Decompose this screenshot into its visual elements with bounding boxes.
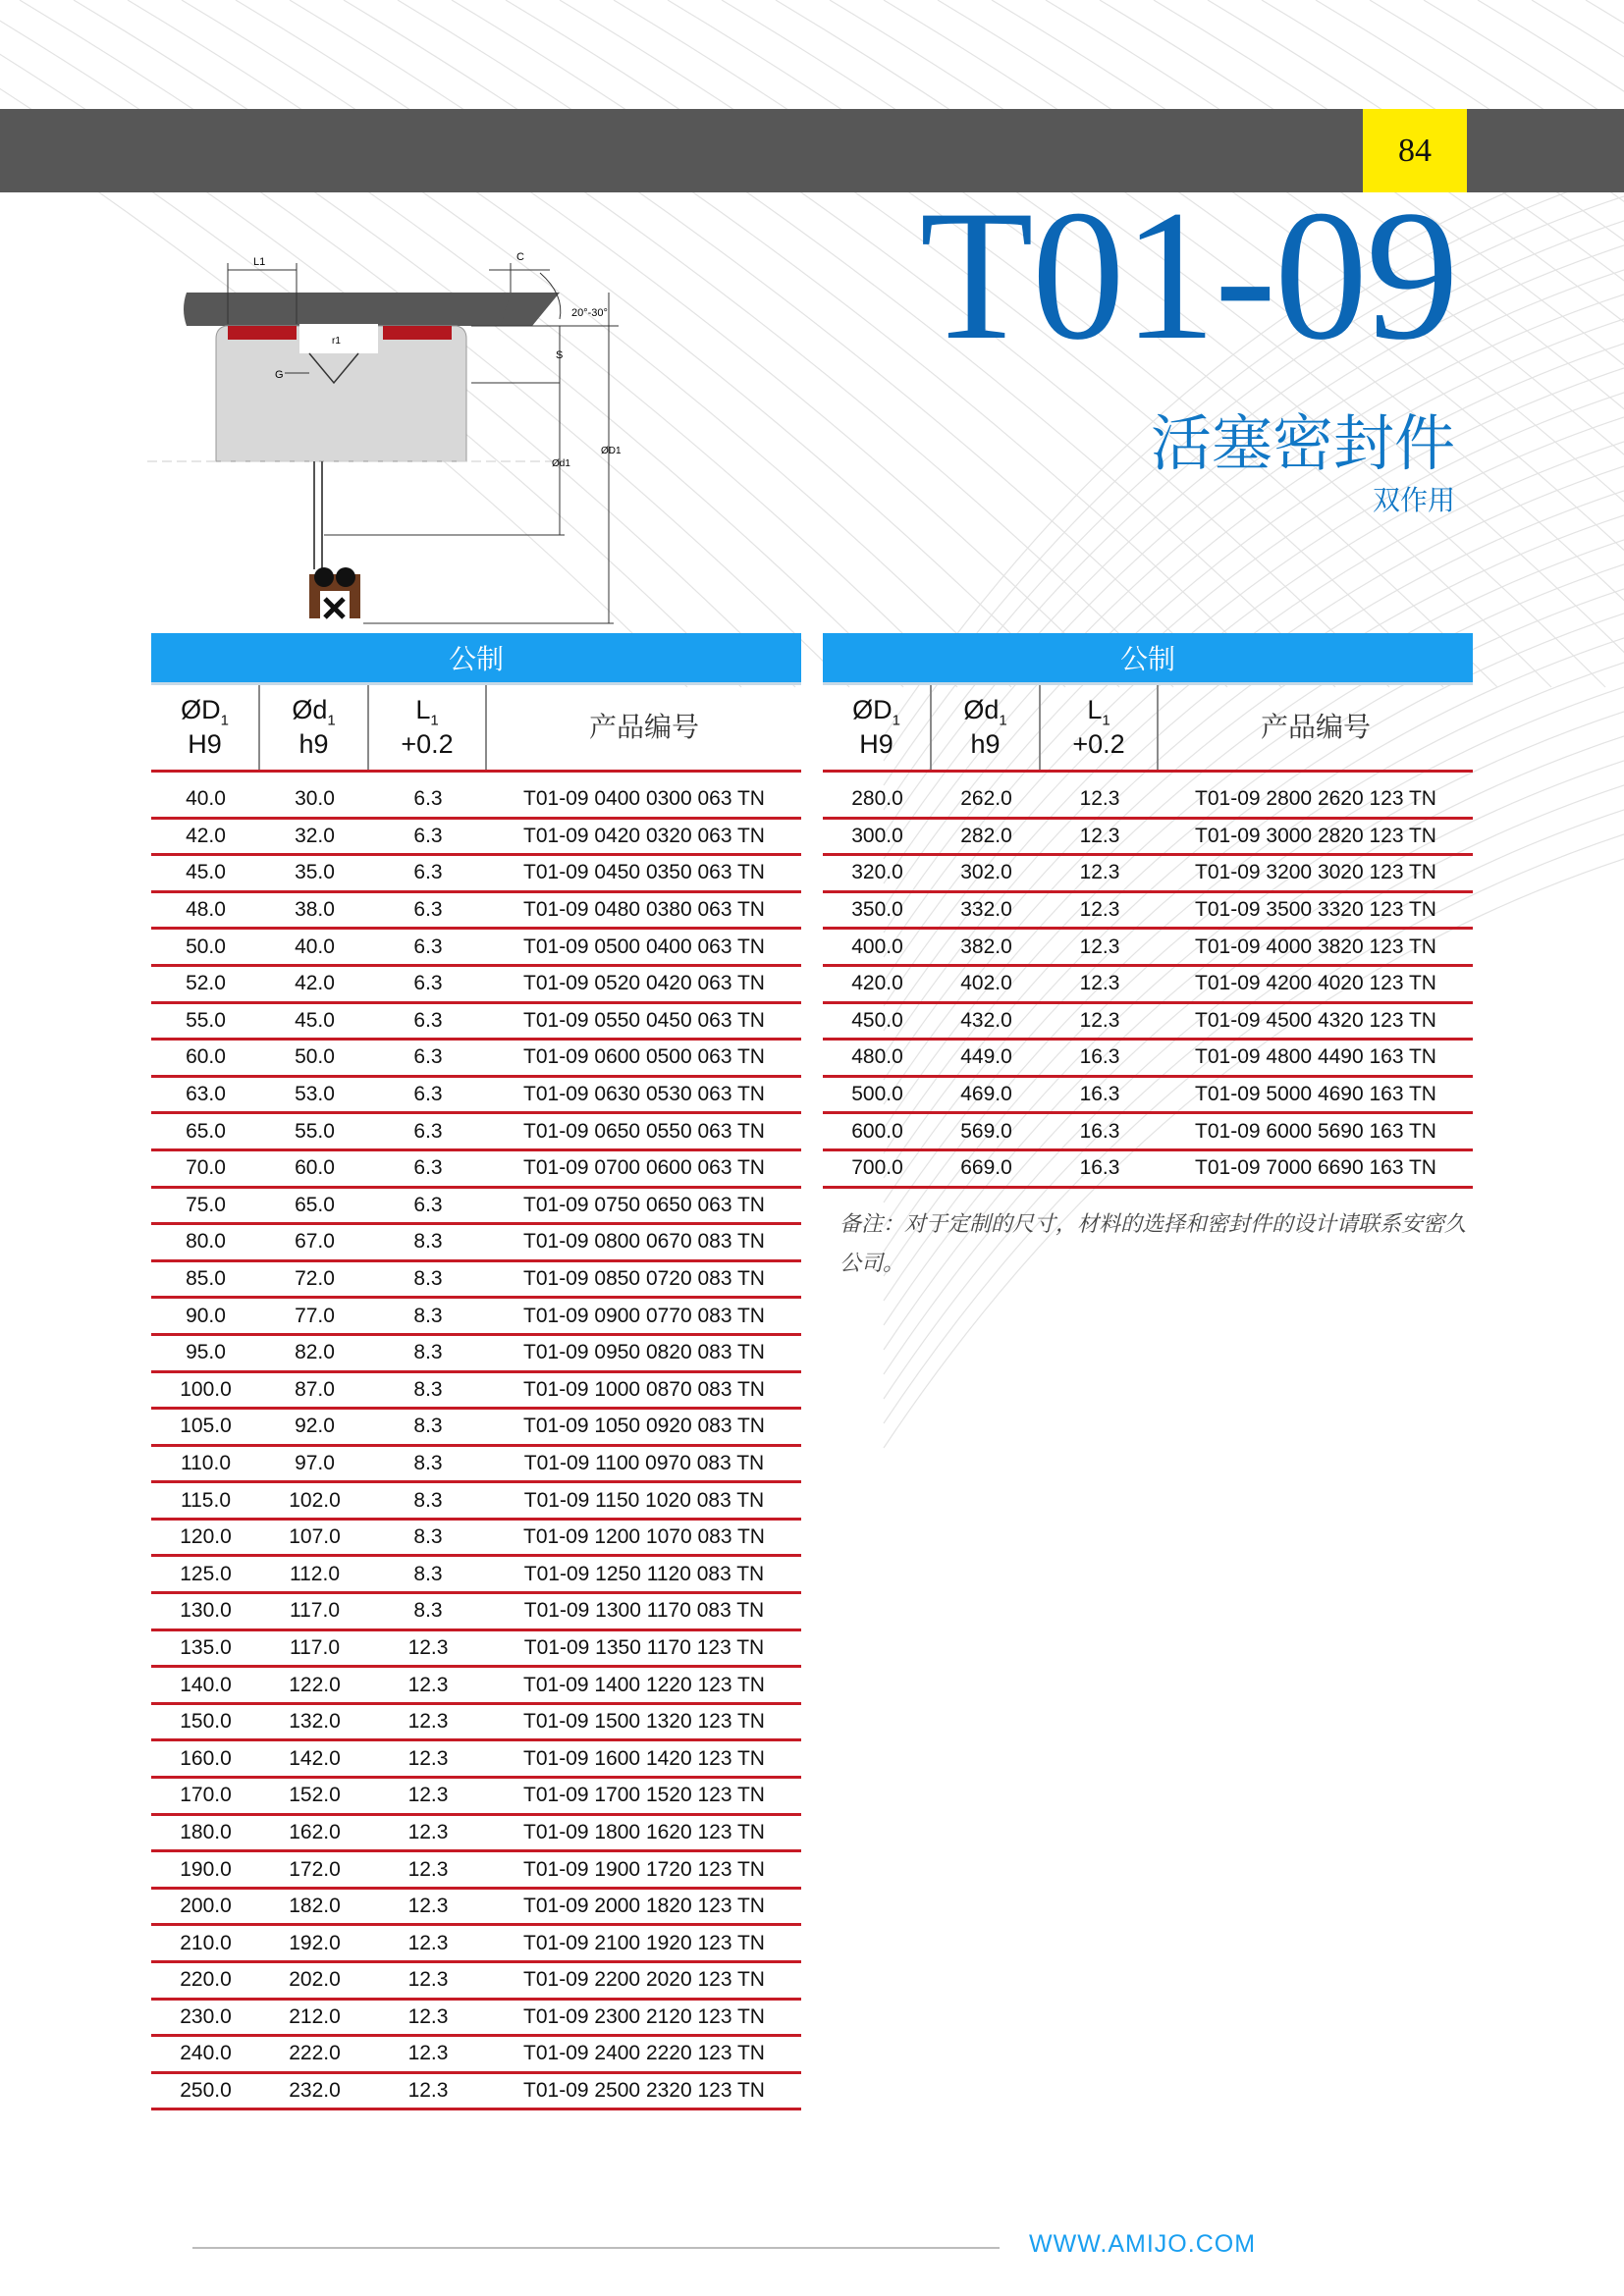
table-row (823, 1041, 1473, 1078)
cell-D1: 500.0 (851, 1083, 903, 1106)
cell-L1: 12.3 (1079, 898, 1120, 922)
cell-D1: 50.0 (186, 934, 226, 958)
table-row (151, 1521, 801, 1558)
cell-L1: 8.3 (413, 1599, 443, 1623)
cell-D1: 75.0 (186, 1193, 226, 1216)
cell-product-code: T01-09 1350 1170 123 TN (523, 1635, 765, 1659)
cell-d1: 67.0 (295, 1230, 335, 1254)
cell-d1: 38.0 (295, 898, 335, 922)
cell-product-code: T01-09 1600 1420 123 TN (523, 1746, 765, 1770)
label-r1: r1 (332, 336, 341, 347)
cell-L1: 12.3 (407, 2004, 449, 2028)
table-band-title: 公制 (151, 633, 801, 685)
table-row (151, 1852, 801, 1890)
cell-D1: 105.0 (180, 1415, 232, 1438)
cell-D1: 52.0 (186, 972, 226, 995)
cell-D1: 65.0 (186, 1119, 226, 1143)
cell-d1: 432.0 (960, 1008, 1012, 1032)
cell-d1: 87.0 (295, 1377, 335, 1401)
cell-product-code: T01-09 7000 6690 163 TN (1195, 1156, 1436, 1180)
cell-D1: 450.0 (851, 1008, 903, 1032)
cell-D1: 135.0 (180, 1635, 232, 1659)
cell-D1: 200.0 (180, 1895, 232, 1918)
cell-L1: 16.3 (1079, 1119, 1120, 1143)
table-header (823, 685, 1473, 773)
cell-L1: 6.3 (413, 824, 443, 847)
label-D1: ØD1 (601, 446, 622, 456)
table-row (151, 1004, 801, 1041)
cell-d1: 107.0 (289, 1525, 341, 1549)
cell-L1: 12.3 (1079, 972, 1120, 995)
cell-L1: 16.3 (1079, 1083, 1120, 1106)
cell-d1: 282.0 (960, 824, 1012, 847)
cell-D1: 350.0 (851, 898, 903, 922)
cell-D1: 190.0 (180, 1857, 232, 1881)
table-row (823, 1151, 1473, 1189)
cell-product-code: T01-09 0650 0550 063 TN (523, 1119, 765, 1143)
cell-d1: 30.0 (295, 787, 335, 811)
metric-table-left (151, 633, 801, 2110)
cell-d1: 77.0 (295, 1304, 335, 1327)
cell-product-code: T01-09 1500 1320 123 TN (523, 1710, 765, 1734)
cell-d1: 117.0 (290, 1635, 340, 1659)
cell-product-code: T01-09 0450 0350 063 TN (523, 861, 765, 884)
cell-product-code: T01-09 6000 5690 163 TN (1195, 1119, 1436, 1143)
table-row (151, 967, 801, 1004)
cell-d1: 449.0 (960, 1045, 1012, 1069)
cell-product-code: T01-09 4200 4020 123 TN (1195, 972, 1436, 995)
cell-d1: 172.0 (289, 1857, 341, 1881)
cell-D1: 80.0 (186, 1230, 226, 1254)
table-row (151, 2001, 801, 2038)
cell-product-code: T01-09 1250 1120 083 TN (523, 1562, 765, 1585)
table-row (823, 930, 1473, 967)
page-number: 84 (1363, 109, 1467, 192)
cell-product-code: T01-09 0950 0820 083 TN (523, 1341, 765, 1364)
cell-product-code: T01-09 3000 2820 123 TN (1195, 824, 1436, 847)
cell-L1: 8.3 (413, 1451, 443, 1474)
cell-D1: 220.0 (180, 1968, 232, 1992)
table-row (151, 1114, 801, 1151)
table-body (151, 782, 801, 2110)
cell-product-code: T01-09 2400 2220 123 TN (523, 2042, 765, 2065)
cell-product-code: T01-09 2800 2620 123 TN (1195, 787, 1436, 811)
cell-L1: 12.3 (1079, 934, 1120, 958)
cell-L1: 6.3 (413, 1156, 443, 1180)
cell-product-code: T01-09 4800 4490 163 TN (1195, 1045, 1436, 1069)
table-row (151, 1668, 801, 1705)
table-row (151, 1041, 801, 1078)
cell-product-code: T01-09 0520 0420 063 TN (523, 972, 765, 995)
table-row (823, 967, 1473, 1004)
cell-L1: 6.3 (413, 972, 443, 995)
cell-L1: 12.3 (1079, 1008, 1120, 1032)
cell-product-code: T01-09 0700 0600 063 TN (523, 1156, 765, 1180)
cell-L1: 8.3 (413, 1377, 443, 1401)
table-row (151, 2074, 801, 2111)
cell-D1: 45.0 (186, 861, 226, 884)
footer-website-link[interactable]: WWW.AMIJO.COM (1029, 2230, 1257, 2258)
cell-L1: 12.3 (407, 1784, 449, 1807)
cell-L1: 8.3 (413, 1415, 443, 1438)
cell-D1: 115.0 (181, 1488, 231, 1512)
cell-product-code: T01-09 0600 0500 063 TN (523, 1045, 765, 1069)
cell-L1: 12.3 (407, 1673, 449, 1696)
cell-d1: 469.0 (960, 1083, 1012, 1106)
product-title: T01-09 (919, 173, 1457, 379)
cell-product-code: T01-09 1400 1220 123 TN (523, 1673, 765, 1696)
header-product-code: 产品编号 (1260, 710, 1371, 743)
cell-d1: 82.0 (295, 1341, 335, 1364)
cell-d1: 92.0 (295, 1415, 335, 1438)
cell-d1: 53.0 (295, 1083, 335, 1106)
table-row (151, 1262, 801, 1300)
cell-D1: 250.0 (180, 2079, 232, 2103)
cell-d1: 192.0 (289, 1931, 341, 1954)
cell-L1: 8.3 (413, 1525, 443, 1549)
cell-D1: 420.0 (851, 972, 903, 995)
cell-product-code: T01-09 0550 0450 063 TN (523, 1008, 765, 1032)
cell-L1: 8.3 (413, 1304, 443, 1327)
cell-D1: 210.0 (180, 1931, 232, 1954)
table-row (151, 1926, 801, 1963)
metric-table-right (823, 633, 1473, 1189)
cell-L1: 12.3 (407, 1895, 449, 1918)
header-D1: $ØD_1$ H9 (151, 685, 260, 770)
cell-product-code: T01-09 1050 0920 083 TN (523, 1415, 765, 1438)
cell-product-code: T01-09 4500 4320 123 TN (1195, 1008, 1436, 1032)
cell-D1: 100.0 (180, 1377, 232, 1401)
cell-product-code: T01-09 2000 1820 123 TN (523, 1895, 765, 1918)
cell-D1: 140.0 (180, 1673, 232, 1696)
cell-d1: 212.0 (289, 2004, 341, 2028)
cell-D1: 230.0 (180, 2004, 232, 2028)
table-row (151, 1816, 801, 1853)
table-row (151, 1189, 801, 1226)
cell-D1: 70.0 (186, 1156, 226, 1180)
header-d1: $Ød_1$ h9 (260, 685, 369, 770)
cell-L1: 12.3 (407, 1931, 449, 1954)
table-row (151, 1631, 801, 1669)
cell-d1: 60.0 (295, 1156, 335, 1180)
cell-D1: 48.0 (186, 898, 226, 922)
cell-D1: 130.0 (180, 1599, 232, 1623)
cell-d1: 112.0 (290, 1562, 340, 1585)
cell-L1: 12.3 (1079, 861, 1120, 884)
cell-L1: 8.3 (413, 1562, 443, 1585)
cell-product-code: T01-09 0630 0530 063 TN (523, 1083, 765, 1106)
cell-product-code: T01-09 0400 0300 063 TN (523, 787, 765, 811)
table-row (151, 1336, 801, 1373)
cell-L1: 16.3 (1079, 1045, 1120, 1069)
cell-d1: 65.0 (295, 1193, 335, 1216)
table-row (151, 1594, 801, 1631)
cell-product-code: T01-09 0750 0650 063 TN (523, 1193, 765, 1216)
cell-D1: 42.0 (186, 824, 226, 847)
cell-L1: 12.3 (1079, 824, 1120, 847)
cell-L1: 6.3 (413, 898, 443, 922)
cell-d1: 42.0 (295, 972, 335, 995)
cell-d1: 669.0 (960, 1156, 1012, 1180)
cell-product-code: T01-09 1150 1020 083 TN (523, 1488, 765, 1512)
cell-d1: 569.0 (960, 1119, 1012, 1143)
cell-L1: 12.3 (407, 1968, 449, 1992)
cell-D1: 170.0 (180, 1784, 232, 1807)
table-row (151, 930, 801, 967)
cell-product-code: T01-09 1900 1720 123 TN (523, 1857, 765, 1881)
cell-d1: 232.0 (289, 2079, 341, 2103)
header-L1: $L_1$ +0.2 (369, 685, 487, 770)
table-row (823, 1078, 1473, 1115)
label-g: G (275, 369, 284, 381)
cell-product-code: T01-09 2300 2120 123 TN (523, 2004, 765, 2028)
table-row (151, 2037, 801, 2074)
table-row (823, 1114, 1473, 1151)
cell-D1: 180.0 (180, 1820, 232, 1843)
cell-product-code: T01-09 0850 0720 083 TN (523, 1267, 765, 1291)
table-row (823, 893, 1473, 931)
cell-product-code: T01-09 1300 1170 083 TN (523, 1599, 765, 1623)
table-row (151, 1741, 801, 1779)
cell-L1: 12.3 (407, 2042, 449, 2065)
cell-D1: 160.0 (180, 1746, 232, 1770)
cell-L1: 12.3 (407, 1857, 449, 1881)
table-row (151, 1890, 801, 1927)
seal-left (228, 326, 297, 340)
cell-product-code: T01-09 2200 2020 123 TN (523, 1968, 765, 1992)
cylinder-chamfer (501, 293, 560, 326)
label-d1: Ød1 (552, 458, 570, 469)
cell-D1: 600.0 (851, 1119, 903, 1143)
cell-L1: 12.3 (1079, 787, 1120, 811)
cell-D1: 240.0 (180, 2042, 232, 2065)
table-row (151, 1299, 801, 1336)
cell-product-code: T01-09 5000 4690 163 TN (1195, 1083, 1436, 1106)
cell-product-code: T01-09 0900 0770 083 TN (523, 1304, 765, 1327)
table-body (823, 782, 1473, 1189)
cell-D1: 125.0 (180, 1562, 232, 1585)
cell-L1: 6.3 (413, 934, 443, 958)
cell-product-code: T01-09 0480 0380 063 TN (523, 898, 765, 922)
cell-product-code: T01-09 0500 0400 063 TN (523, 934, 765, 958)
cell-D1: 400.0 (851, 934, 903, 958)
cell-d1: 97.0 (295, 1451, 335, 1474)
table-band-title: 公制 (823, 633, 1473, 685)
cell-D1: 150.0 (180, 1710, 232, 1734)
cell-product-code: T01-09 4000 3820 123 TN (1195, 934, 1436, 958)
customization-note: 备注：对于定制的尺寸，材料的选择和密封件的设计请联系安密久公司。 (839, 1212, 1467, 1276)
table-row (823, 856, 1473, 893)
table-row (151, 1705, 801, 1742)
label-s: S (556, 349, 564, 361)
cell-d1: 102.0 (289, 1488, 341, 1512)
table-row (151, 820, 801, 857)
cell-d1: 35.0 (295, 861, 335, 884)
label-angle: 20°-30° (571, 307, 608, 319)
cell-L1: 6.3 (413, 1083, 443, 1106)
cell-D1: 320.0 (851, 861, 903, 884)
cell-product-code: T01-09 3200 3020 123 TN (1195, 861, 1436, 884)
cell-d1: 117.0 (290, 1599, 340, 1623)
cell-D1: 120.0 (180, 1525, 232, 1549)
table-row (151, 1410, 801, 1447)
label-l1: L1 (253, 256, 266, 268)
cell-d1: 122.0 (289, 1673, 341, 1696)
cell-L1: 6.3 (413, 861, 443, 884)
cell-D1: 300.0 (851, 824, 903, 847)
cell-product-code: T01-09 0800 0670 083 TN (523, 1230, 765, 1254)
cell-L1: 6.3 (413, 1045, 443, 1069)
cell-L1: 6.3 (413, 1193, 443, 1216)
cell-d1: 332.0 (960, 898, 1012, 922)
cell-D1: 40.0 (186, 787, 226, 811)
cylinder-wall (184, 293, 532, 326)
product-subtitle: 活塞密封件 (1150, 407, 1455, 479)
label-c: C (516, 251, 524, 263)
table-row (823, 1004, 1473, 1041)
table-row (151, 1779, 801, 1816)
seal-right (383, 326, 452, 340)
cell-d1: 262.0 (960, 787, 1012, 811)
cell-d1: 142.0 (289, 1746, 341, 1770)
cell-D1: 700.0 (851, 1156, 903, 1180)
footer-rule (192, 2247, 1000, 2249)
cell-D1: 280.0 (851, 787, 903, 811)
header-D1: $ØD_1$ H9 (823, 685, 932, 770)
cell-d1: 40.0 (295, 934, 335, 958)
table-header (151, 685, 801, 773)
cell-L1: 8.3 (413, 1488, 443, 1512)
table-row (151, 1557, 801, 1594)
cell-D1: 110.0 (181, 1451, 231, 1474)
cell-L1: 12.3 (407, 1820, 449, 1843)
header-L1: $L_1$ +0.2 (1041, 685, 1159, 770)
cell-product-code: T01-09 2100 1920 123 TN (523, 1931, 765, 1954)
cell-D1: 55.0 (186, 1008, 226, 1032)
cell-L1: 16.3 (1079, 1156, 1120, 1180)
cell-d1: 202.0 (289, 1968, 341, 1992)
cell-product-code: T01-09 1200 1070 083 TN (523, 1525, 765, 1549)
header-d1: $Ød_1$ h9 (932, 685, 1041, 770)
cell-L1: 8.3 (413, 1341, 443, 1364)
cell-L1: 6.3 (413, 787, 443, 811)
cell-D1: 63.0 (186, 1083, 226, 1106)
cell-product-code: T01-09 1000 0870 083 TN (523, 1377, 765, 1401)
cell-d1: 302.0 (960, 861, 1012, 884)
cell-L1: 12.3 (407, 1635, 449, 1659)
cell-L1: 8.3 (413, 1230, 443, 1254)
table-row (823, 782, 1473, 820)
oring-right (336, 567, 355, 587)
table-row (151, 1373, 801, 1411)
table-row (151, 1151, 801, 1189)
seal-installation-diagram (147, 226, 658, 638)
table-row (151, 1483, 801, 1521)
cell-d1: 402.0 (960, 972, 1012, 995)
table-row (151, 1225, 801, 1262)
cell-d1: 382.0 (960, 934, 1012, 958)
cell-d1: 132.0 (289, 1710, 341, 1734)
cell-d1: 182.0 (289, 1895, 341, 1918)
cell-L1: 12.3 (407, 1746, 449, 1770)
cell-L1: 6.3 (413, 1119, 443, 1143)
cell-d1: 222.0 (289, 2042, 341, 2065)
header-product-code: 产品编号 (588, 710, 699, 743)
cell-L1: 12.3 (407, 2079, 449, 2103)
product-type: 双作用 (1372, 484, 1455, 516)
cell-d1: 45.0 (295, 1008, 335, 1032)
cell-D1: 95.0 (186, 1341, 226, 1364)
cell-product-code: T01-09 1800 1620 123 TN (523, 1820, 765, 1843)
cell-L1: 8.3 (413, 1267, 443, 1291)
cell-d1: 72.0 (295, 1267, 335, 1291)
cell-D1: 480.0 (851, 1045, 903, 1069)
table-row (151, 856, 801, 893)
table-row (151, 782, 801, 820)
table-row (151, 1963, 801, 2001)
cell-d1: 50.0 (295, 1045, 335, 1069)
cell-product-code: T01-09 2500 2320 123 TN (523, 2079, 765, 2103)
cell-L1: 12.3 (407, 1710, 449, 1734)
table-row (823, 820, 1473, 857)
cell-d1: 32.0 (295, 824, 335, 847)
cell-L1: 6.3 (413, 1008, 443, 1032)
table-row (151, 1447, 801, 1484)
cell-D1: 60.0 (186, 1045, 226, 1069)
cell-product-code: T01-09 1100 0970 083 TN (523, 1451, 765, 1474)
table-row (151, 893, 801, 931)
cell-product-code: T01-09 0420 0320 063 TN (523, 824, 765, 847)
table-row (151, 1078, 801, 1115)
cell-D1: 90.0 (186, 1304, 226, 1327)
cell-product-code: T01-09 3500 3320 123 TN (1195, 898, 1436, 922)
cell-d1: 162.0 (289, 1820, 341, 1843)
cell-d1: 152.0 (289, 1784, 341, 1807)
oring-left (314, 567, 334, 587)
cell-D1: 85.0 (186, 1267, 226, 1291)
cell-d1: 55.0 (295, 1119, 335, 1143)
cell-product-code: T01-09 1700 1520 123 TN (523, 1784, 765, 1807)
